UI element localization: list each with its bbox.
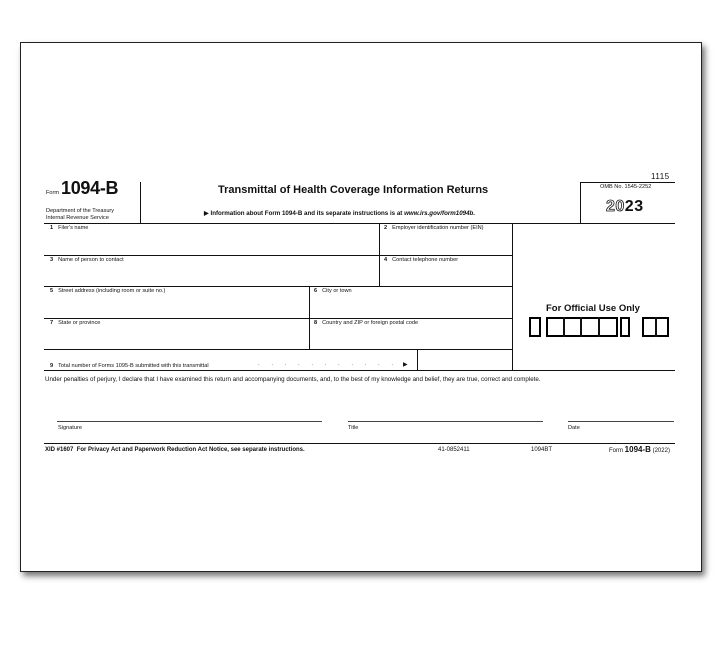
field-2-label: 2 Employer identification number (EIN) bbox=[384, 225, 484, 231]
country-zip-input[interactable] bbox=[314, 330, 508, 346]
triangle-right-icon: ▶ bbox=[403, 362, 408, 368]
official-use-box-tick bbox=[598, 317, 600, 337]
leader-dots: . . . . . . . . . . . bbox=[258, 361, 399, 367]
footer-rule bbox=[44, 443, 675, 444]
date-line[interactable] bbox=[568, 421, 674, 422]
field-4-label: 4 Contact telephone number bbox=[384, 257, 459, 263]
official-use-box bbox=[620, 317, 630, 337]
instructions-url[interactable]: www.irs.gov/form1094b. bbox=[404, 210, 476, 217]
form-title: Transmittal of Health Coverage Information Returns bbox=[218, 184, 489, 196]
official-use-label: For Official Use Only bbox=[546, 303, 640, 314]
footer-form-number: 1094-B bbox=[624, 445, 651, 454]
official-use-box bbox=[529, 317, 541, 337]
official-use-box-tick bbox=[563, 317, 565, 337]
official-use-box bbox=[546, 317, 618, 337]
city-input[interactable] bbox=[314, 299, 508, 315]
title-label: Title bbox=[348, 425, 359, 431]
official-use-box-tick bbox=[580, 317, 582, 337]
contact-name-input[interactable] bbox=[50, 267, 375, 283]
tax-year-outline: 20 bbox=[606, 198, 625, 215]
field-9-label: 9 Total number of Forms 1095-B submitted with this transmittal bbox=[50, 363, 209, 369]
instructions-prefix: Information about Form 1094-B and its separate instructions is at bbox=[210, 210, 403, 217]
omb-number: OMB No. 1545-2252 bbox=[600, 184, 652, 190]
form-code: 1094BT bbox=[531, 447, 553, 453]
total-forms-input[interactable] bbox=[420, 352, 508, 368]
form-number: 1094-B bbox=[61, 178, 119, 198]
field-7-label: 7 State or province bbox=[50, 320, 101, 326]
row3-rule bbox=[44, 318, 512, 319]
street-input[interactable] bbox=[50, 299, 305, 315]
date-label: Date bbox=[568, 425, 580, 431]
title-line[interactable] bbox=[348, 421, 543, 422]
row1-rule bbox=[44, 255, 512, 256]
col-divider-upper bbox=[379, 223, 380, 286]
triangle-right-icon: ▶ bbox=[204, 210, 209, 217]
box9-divider bbox=[417, 349, 418, 370]
perjury-statement: Under penalties of perjury, I declare that I have examined this return and accompanying documents, and, to the best of my knowledge and belief, they are true, correct and complete. bbox=[45, 376, 541, 383]
footer-form-word: Form bbox=[609, 448, 623, 454]
privacy-notice: For Privacy Act and Paperwork Reduction Act Notice, see separate instructions. bbox=[76, 447, 305, 453]
ein-input[interactable] bbox=[384, 236, 508, 252]
cat-number: 41-0852411 bbox=[438, 447, 470, 453]
form-word: Form bbox=[46, 190, 60, 196]
field-1-label: 1 Filer's name bbox=[50, 225, 89, 231]
omb-rule bbox=[580, 182, 675, 183]
field-6-label: 6 City or town bbox=[314, 288, 352, 294]
instructions-line bbox=[204, 210, 475, 217]
department: Department of the Treasury bbox=[46, 208, 115, 214]
filer-name-input[interactable] bbox=[50, 236, 375, 252]
row5-rule bbox=[44, 370, 675, 371]
xid: XID #1607 bbox=[45, 447, 74, 453]
col-divider-lower bbox=[309, 286, 310, 349]
footer-revision: (2022) bbox=[652, 448, 670, 454]
official-use-divider bbox=[512, 223, 513, 370]
agency: Internal Revenue Service bbox=[46, 215, 109, 221]
official-use-box-tick bbox=[655, 317, 657, 337]
field-3-label: 3 Name of person to contact bbox=[50, 257, 124, 263]
field-5-label: 5 Street address (including room or suite no.) bbox=[50, 288, 166, 294]
tax-year bbox=[606, 198, 644, 216]
state-input[interactable] bbox=[50, 330, 305, 346]
footer-xid bbox=[45, 447, 305, 453]
header-bottom-rule bbox=[44, 223, 675, 224]
row2-rule bbox=[44, 286, 512, 287]
header-divider-right bbox=[580, 182, 581, 223]
header-divider-left bbox=[140, 182, 141, 223]
field-8-label: 8 Country and ZIP or foreign postal code bbox=[314, 320, 419, 326]
copy-number: 1115 bbox=[651, 172, 670, 181]
row4-rule bbox=[44, 349, 512, 350]
signature-line[interactable] bbox=[57, 421, 322, 422]
signature-label: Signature bbox=[58, 425, 82, 431]
footer-form-id bbox=[609, 445, 670, 454]
phone-input[interactable] bbox=[384, 267, 508, 283]
tax-year-bold: 23 bbox=[624, 198, 644, 215]
